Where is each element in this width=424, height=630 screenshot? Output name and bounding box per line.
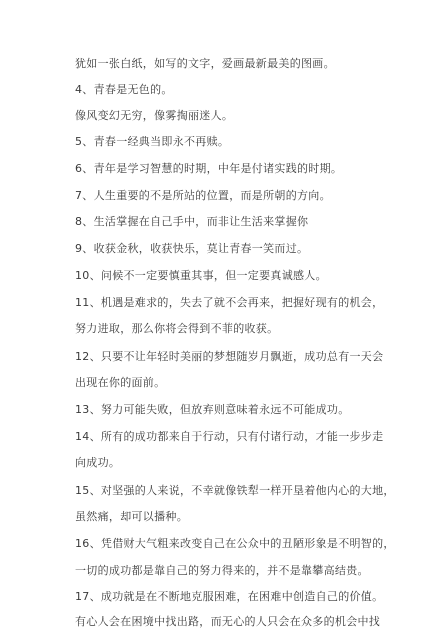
text-line: 13、努力可能失败，但放弃则意味着永远不可能成功。 <box>75 403 350 416</box>
text-line: 向成功。 <box>75 456 121 469</box>
text-line: 10、问候不一定要慎重其事，但一定要真诚感人。 <box>75 269 327 282</box>
text-line: 像风变幻无穷，像雾掏丽迷人。 <box>75 109 234 122</box>
text-line: 14、所有的成功都来自于行动，只有付诸行动，才能一步步走 <box>75 430 384 443</box>
text-line: 一切的成功都是靠自己的努力得来的，并不是靠攀高结贵。 <box>75 564 369 577</box>
text-line: 5、青春一经典当即永不再赎。 <box>75 135 230 148</box>
text-line: 6、青年是学习智慧的时期，中年是付诸实践的时期。 <box>75 162 343 175</box>
text-line: 犹如一张白纸，如写的文字，爱画最新最美的图画。 <box>75 57 335 70</box>
text-line: 努力进取，那么你将会得到不菲的收获。 <box>75 322 279 335</box>
text-line: 虽然痛，却可以播种。 <box>75 510 188 523</box>
text-line: 17、成功就是在不断地克服困难，在困难中创造自己的价值。 <box>75 590 384 603</box>
text-line: 15、对坚强的人来说，不幸就像铁犁一样开垦着他内心的大地， <box>75 484 395 497</box>
text-line: 9、收获金秋，收获快乐，莫让青春一笑而过。 <box>75 242 309 255</box>
text-line: 8、生活掌握在自己手中，而非让生活来掌握你 <box>75 215 309 228</box>
text-line: 12、只要不让年轻时美丽的梦想随岁月飘逝，成功总有一天会 <box>75 350 384 363</box>
text-line: 出现在你的面前。 <box>75 376 166 389</box>
text-line: 7、人生重要的不是所站的位置，而是所朝的方向。 <box>75 189 331 202</box>
text-line: 有心人会在困境中找出路，而无心的人只会在众多的机会中找 <box>75 615 381 628</box>
text-line: 4、青春是无色的。 <box>75 83 173 96</box>
text-line: 11、机遇是难求的，失去了就不会再来，把握好现有的机会， <box>75 296 384 309</box>
text-line: 16、凭借财大气粗来改变自己在公众中的丑陋形象是不明智的， <box>75 537 395 550</box>
